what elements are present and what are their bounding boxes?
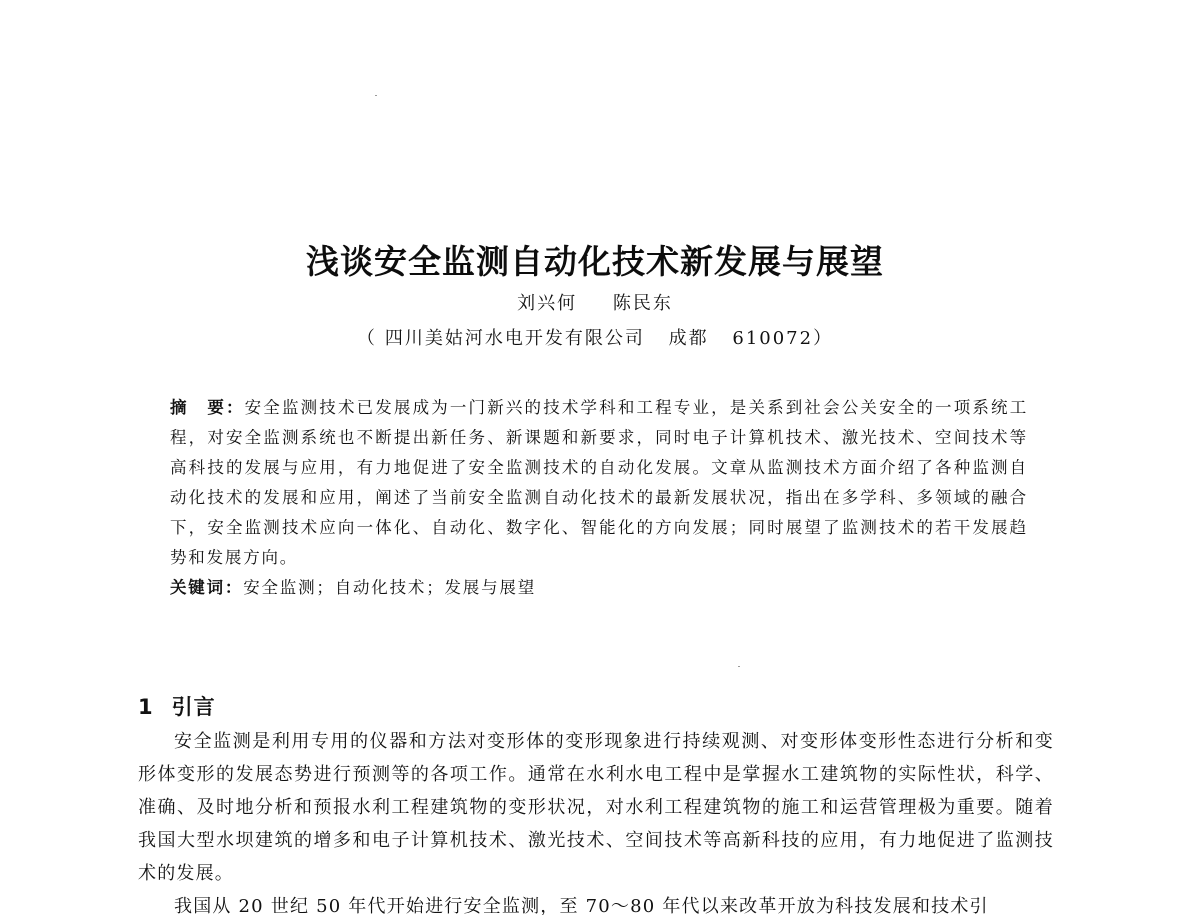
section-heading [138,691,216,721]
abstract-paragraph [170,393,1028,573]
affiliation-open-paren: （ [356,328,377,349]
keywords-label: 关键词： [170,578,244,597]
affiliation-close-paren: ） [813,328,834,349]
body-paragraph: 安全监测是利用专用的仪器和方法对变形体的变形现象进行持续观测、对变形体变形性态进行分析和变形体变形的发展态势进行预测等的各项工作。通常在水利水电工程中是掌握水工建筑物的实际性状，科学、准确、及时地分析和预报水利工程建筑物的变形状况，对水利工程建筑物的施工和运营管理极为重要。随着我国大型水坝建筑的增多和电子计算机技术、激光技术、空间技术等高新科技的应用，有力地促进了监测技术的发展。 [138,731,1054,884]
keywords-line [170,573,1028,603]
paper-title: 浅谈安全监测自动化技术新发展与展望 [306,242,884,282]
author-name: 刘兴何 [517,293,578,314]
affiliation [0,324,1190,350]
abstract-label: 摘 要： [170,398,245,417]
abstract-block [170,393,1028,603]
author-name: 陈民东 [612,293,673,314]
section-title: 引言 [171,695,216,720]
section-body [138,725,1054,915]
keywords-text: 安全监测；自动化技术；发展与展望 [243,578,537,597]
abstract-text: 安全监测技术已发展成为一门新兴的技术学科和工程专业，是关系到社会公关安全的一项系统工程，对安全监测系统也不断提出新任务、新课题和新要求，同时电子计算机技术、激光技术、空间技术等高科技的发展与应用，有力地促进了安全监测技术的自动化发展。文章从监测技术方面介绍了各种监测自动化技术的发展和应用，阐述了当前安全监测自动化技术的最新发展状况，指出在多学科、多领域的融合下，安全监测技术应向一体化、自动化、数字化、智能化的方向发展；同时展望了监测技术的若干发展趋势和发展方向。 [170,398,1028,567]
section-number: 1 [138,695,154,720]
affiliation-org: 四川美姑河水电开发有限公司 [384,328,645,349]
affiliation-postcode: 610072 [732,328,814,349]
affiliation-city: 成都 [668,328,709,349]
scan-speck [375,95,377,96]
author-list [0,289,1190,315]
scan-speck [738,666,740,667]
body-paragraph: 我国从 20 世纪 50 年代开始进行安全监测，至 70～80 年代以来改革开放为科技发展和技术引 [174,896,989,915]
